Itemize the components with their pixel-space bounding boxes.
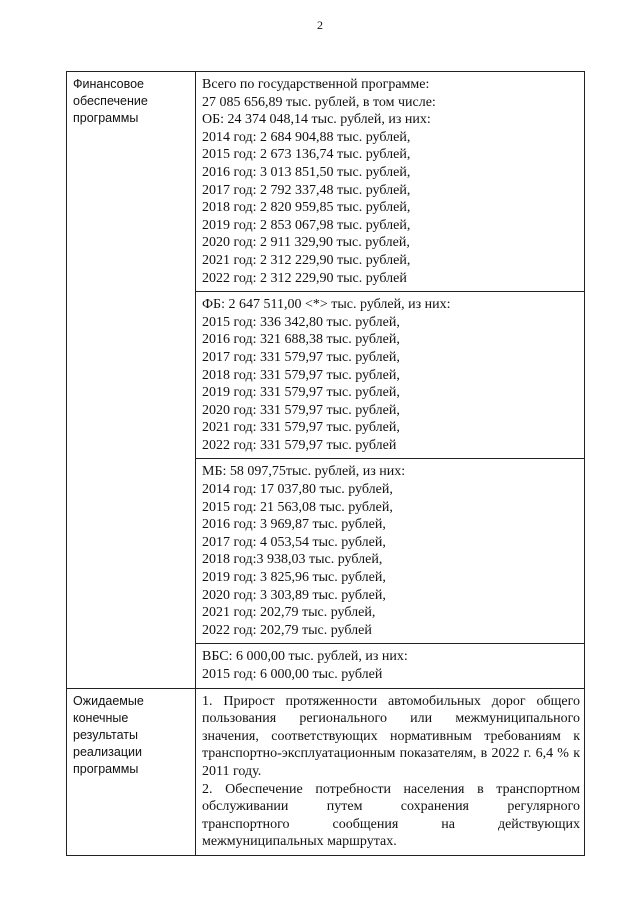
financing-line: 2021 год: 2 312 229,90 тыс. рублей, xyxy=(202,252,411,268)
financing-label-line: Финансовое xyxy=(73,77,144,91)
financing-line: 2017 год: 331 579,97 тыс. рублей, xyxy=(202,349,400,365)
financing-fb-cell xyxy=(196,292,585,459)
results-row xyxy=(67,688,585,855)
financing-line: 2019 год: 331 579,97 тыс. рублей, xyxy=(202,385,400,401)
results-label-line: конечные xyxy=(73,710,129,725)
financing-line: 2020 год: 331 579,97 тыс. рублей, xyxy=(202,402,400,418)
financing-line: 2021 год: 202,79 тыс. рублей, xyxy=(202,605,376,621)
financing-line: 2020 год: 3 303,89 тыс. рублей, xyxy=(202,587,386,603)
financing-line: 2015 год: 336 342,80 тыс. рублей, xyxy=(202,314,400,330)
financing-line: ОБ: 24 374 048,14 тыс. рублей, из них: xyxy=(202,112,431,128)
financing-line: 2019 год: 3 825,96 тыс. рублей, xyxy=(202,570,386,586)
result-item-2-line: обслуживании путем сохранения регулярного xyxy=(202,799,580,815)
financing-line: 2016 год: 3 013 851,50 тыс. рублей, xyxy=(202,164,411,180)
financing-line: 2015 год: 21 563,08 тыс. рублей, xyxy=(202,499,393,515)
financing-line: 2019 год: 2 853 067,98 тыс. рублей, xyxy=(202,217,411,233)
financing-line: 2015 год: 6 000,00 тыс. рублей xyxy=(202,667,383,682)
financing-line: Всего по государственной программе: xyxy=(202,77,430,92)
financing-line: ВБС: 6 000,00 тыс. рублей, из них: xyxy=(202,649,408,665)
financing-line: 2018 год: 2 820 959,85 тыс. рублей, xyxy=(202,200,411,216)
results-label-line: программы xyxy=(73,761,139,776)
financing-line: 2017 год: 2 792 337,48 тыс. рублей, xyxy=(202,182,411,198)
financing-line: 2021 год: 331 579,97 тыс. рублей, xyxy=(202,420,400,436)
financing-line: 2022 год: 202,79 тыс. рублей xyxy=(202,622,372,638)
results-label-line: результаты xyxy=(73,727,138,742)
result-item-2-line: транспортного сообщения на действующих xyxy=(202,816,580,832)
financing-vbs-cell xyxy=(196,644,585,688)
financing-line: 2020 год: 2 911 329,90 тыс. рублей, xyxy=(202,235,410,251)
financing-row-total xyxy=(67,72,585,292)
financing-line: 2016 год: 3 969,87 тыс. рублей, xyxy=(202,517,386,533)
financing-line: 2022 год: 331 579,97 тыс. рублей xyxy=(202,437,397,453)
financing-line: 2018 год: 331 579,97 тыс. рублей, xyxy=(202,367,400,383)
results-content-cell xyxy=(196,688,585,855)
financing-total-ob-cell xyxy=(196,72,585,292)
financing-line: 2022 год: 2 312 229,90 тыс. рублей xyxy=(202,270,407,286)
results-label-line: Ожидаемые xyxy=(73,693,144,708)
result-item-2-line: межмуниципальных маршрутах. xyxy=(202,834,397,850)
program-passport-table xyxy=(66,71,585,856)
financing-mb-cell xyxy=(196,459,585,644)
financing-line: ФБ: 2 647 511,00 <*> тыс. рублей, из них: xyxy=(202,297,451,313)
financing-line: 2014 год: 17 037,80 тыс. рублей, xyxy=(202,482,393,498)
financing-line: 2018 год:3 938,03 тыс. рублей, xyxy=(202,552,383,568)
financing-label-cell xyxy=(67,72,196,689)
financing-line: 2015 год: 2 673 136,74 тыс. рублей, xyxy=(202,147,411,163)
financing-line: 2017 год: 4 053,54 тыс. рублей, xyxy=(202,534,386,550)
results-label-line: реализации xyxy=(73,744,142,759)
page-number: 2 xyxy=(317,18,323,32)
financing-label-line: обеспечение xyxy=(73,94,148,108)
result-item-1: 1. Прирост протяженности автомобильных дорог общего пользования регионального или межмуниципального значения, соответствующих нормативным требованиям к транспортно-эксплуатационным показателям, в 2022 г. 6,4 % к 2011 году. xyxy=(202,693,580,779)
financing-label-line: программы xyxy=(73,111,139,125)
financing-line: 2014 год: 2 684 904,88 тыс. рублей, xyxy=(202,129,411,145)
result-item-2-line: 2. Обеспечение потребности населения в транспортном xyxy=(202,781,580,797)
financing-line: 27 085 656,89 тыс. рублей, в том числе: xyxy=(202,94,436,110)
financing-line: 2016 год: 321 688,38 тыс. рублей, xyxy=(202,332,400,348)
financing-line: МБ: 58 097,75тыс. рублей, из них: xyxy=(202,464,406,480)
results-label-cell xyxy=(67,688,196,855)
